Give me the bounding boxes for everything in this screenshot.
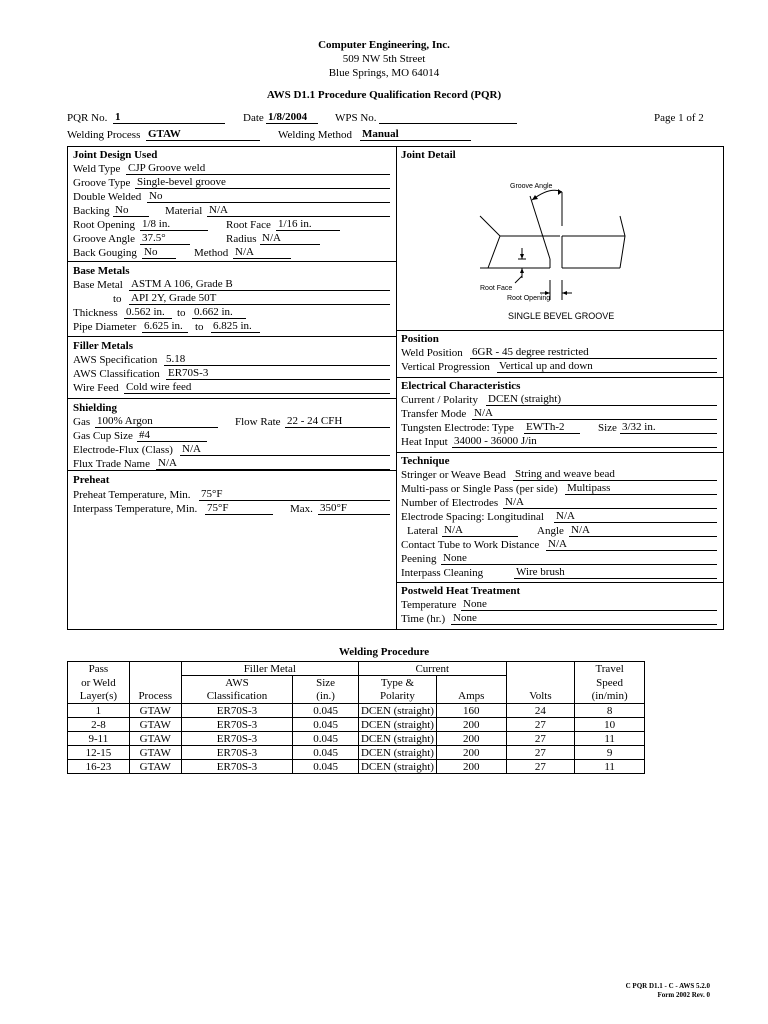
single-bevel-groove-diagram xyxy=(470,176,640,326)
wps-label: WPS No. xyxy=(335,112,377,124)
cell-process: GTAW xyxy=(129,760,181,774)
form-code: C PQR D1.1 - C - AWS 5.2.0 xyxy=(625,982,710,990)
cleaning-label: Interpass Cleaning xyxy=(401,567,484,579)
table-row xyxy=(68,704,645,718)
gas-value: 100% Argon xyxy=(95,415,218,428)
table-row xyxy=(68,718,645,732)
cell-amps: 200 xyxy=(436,732,506,746)
header-travel-3: (in/min) xyxy=(575,690,645,704)
aws-class-value: ER70S-3 xyxy=(166,367,390,380)
vertical-progression-value: Vertical up and down xyxy=(497,360,717,373)
header-pass-3: Layer(s) xyxy=(68,690,130,704)
backing-value: No xyxy=(113,204,149,217)
gas-cup-value: #4 xyxy=(137,429,207,442)
radius-value: N/A xyxy=(260,232,320,245)
company-name: Computer Engineering, Inc. xyxy=(318,39,450,51)
pipe-to-label: to xyxy=(195,321,204,333)
cell-classification: ER70S-3 xyxy=(181,718,293,732)
ctwd-value: N/A xyxy=(546,538,717,551)
base-metal-label: Base Metal xyxy=(73,279,123,291)
cell-size: 0.045 xyxy=(293,704,359,718)
material-value: N/A xyxy=(207,204,390,217)
base-metal-to-label: to xyxy=(113,293,122,305)
pwht-temp-label: Temperature xyxy=(401,599,457,611)
header-volts: Volts xyxy=(506,690,575,704)
cell-process: GTAW xyxy=(129,704,181,718)
groove-angle-label: Groove Angle xyxy=(73,233,136,245)
page-number: Page 1 of 2 xyxy=(654,112,704,124)
heat-input-label: Heat Input xyxy=(401,436,448,448)
date-label: Date xyxy=(243,112,264,124)
cell-classification: ER70S-3 xyxy=(181,732,293,746)
root-opening-annotation: Root Opening xyxy=(507,295,551,302)
multipass-label: Multi-pass or Single Pass (per side) xyxy=(401,483,558,495)
header-amps: Amps xyxy=(436,690,506,704)
cell-polarity: DCEN (straight) xyxy=(358,760,436,774)
welding-procedure-table xyxy=(67,661,645,774)
flux-class-value: N/A xyxy=(180,443,390,456)
pwht-title: Postweld Heat Treatment xyxy=(401,585,521,597)
peening-value: None xyxy=(441,552,717,565)
company-address-1: 509 NW 5th Street xyxy=(342,53,426,65)
multipass-value: Multipass xyxy=(565,482,717,495)
stringer-label: Stringer or Weave Bead xyxy=(401,469,506,481)
header-pass: Pass xyxy=(68,662,130,676)
angle-value: N/A xyxy=(569,524,717,537)
cell-pass: 16-23 xyxy=(68,760,130,774)
peening-label: Peening xyxy=(401,553,437,565)
cell-pass: 9-11 xyxy=(68,732,130,746)
table-row xyxy=(68,732,645,746)
pwht-time-label: Time (hr.) xyxy=(401,613,446,625)
weld-position-value: 6GR - 45 degree restricted xyxy=(470,346,717,359)
back-gouging-label: Back Gouging xyxy=(73,247,137,259)
flux-trade-value: N/A xyxy=(156,457,390,470)
cell-volts: 27 xyxy=(506,718,575,732)
header-aws: AWS xyxy=(181,676,293,690)
preheat-title: Preheat xyxy=(73,474,110,486)
welding-procedure-title: Welding Procedure xyxy=(338,646,430,658)
cleaning-value: Wire brush xyxy=(514,566,717,579)
pwht-temp-value: None xyxy=(461,598,717,611)
joint-design-title: Joint Design Used xyxy=(73,149,158,161)
cell-amps: 200 xyxy=(436,760,506,774)
base-metals-title: Base Metals xyxy=(73,265,130,277)
pqr-value: 1 xyxy=(113,111,225,124)
double-welded-value: No xyxy=(147,190,390,203)
method-value: Manual xyxy=(360,128,471,141)
material-label: Material xyxy=(165,205,203,217)
root-face-value: 1/16 in. xyxy=(276,218,340,231)
header-current: Current xyxy=(358,662,506,676)
spacing-value: N/A xyxy=(554,510,717,523)
tungsten-type-label: Tungsten Electrode: Type xyxy=(401,422,514,434)
position-title: Position xyxy=(401,333,439,345)
wire-feed-value: Cold wire feed xyxy=(124,381,390,394)
cell-volts: 24 xyxy=(506,704,575,718)
back-gouging-value: No xyxy=(142,246,176,259)
cell-classification: ER70S-3 xyxy=(181,704,293,718)
cell-polarity: DCEN (straight) xyxy=(358,732,436,746)
polarity-value: DCEN (straight) xyxy=(486,393,717,406)
header-travel-2: Speed xyxy=(575,676,645,690)
interpass-max-value: 350°F xyxy=(318,502,390,515)
cell-classification: ER70S-3 xyxy=(181,760,293,774)
electrical-title: Electrical Characteristics xyxy=(401,380,521,392)
cell-size: 0.045 xyxy=(293,732,359,746)
cell-polarity: DCEN (straight) xyxy=(358,718,436,732)
groove-type-value: Single-bevel groove xyxy=(135,176,390,189)
shielding-title: Shielding xyxy=(73,402,118,414)
document-title: AWS D1.1 Procedure Qualification Record (PQR) xyxy=(266,89,502,101)
tungsten-size-value: 3/32 in. xyxy=(620,421,717,434)
header-size-2: (in.) xyxy=(293,690,359,704)
thickness-to-value: 0.662 in. xyxy=(192,306,246,319)
process-label: Welding Process xyxy=(67,129,141,141)
aws-spec-label: AWS Specification xyxy=(73,354,158,366)
base-metal-value: ASTM A 106, Grade B xyxy=(129,278,390,291)
flow-rate-value: 22 - 24 CFH xyxy=(285,415,390,428)
polarity-label: Current / Polarity xyxy=(401,394,478,406)
cell-amps: 200 xyxy=(436,746,506,760)
interpass-min-label: Interpass Temperature, Min. xyxy=(73,503,198,515)
weld-type-label: Weld Type xyxy=(73,163,121,175)
cell-polarity: DCEN (straight) xyxy=(358,746,436,760)
cell-volts: 27 xyxy=(506,746,575,760)
cell-pass: 1 xyxy=(68,704,130,718)
header-filler-metal: Filler Metal xyxy=(181,662,358,676)
groove-angle-value: 37.5° xyxy=(140,232,190,245)
aws-spec-value: 5.18 xyxy=(164,353,390,366)
interpass-min-value: 75°F xyxy=(205,502,273,515)
lateral-value: N/A xyxy=(442,524,518,537)
cell-pass: 2-8 xyxy=(68,718,130,732)
cell-process: GTAW xyxy=(129,718,181,732)
cell-classification: ER70S-3 xyxy=(181,746,293,760)
cell-speed: 11 xyxy=(575,732,645,746)
thickness-to-label: to xyxy=(177,307,186,319)
cell-speed: 10 xyxy=(575,718,645,732)
tungsten-size-label: Size xyxy=(598,422,617,434)
header-type: Type & xyxy=(358,676,436,690)
flux-trade-label: Flux Trade Name xyxy=(73,458,150,470)
cell-process: GTAW xyxy=(129,732,181,746)
wps-value xyxy=(379,111,517,124)
pwht-time-value: None xyxy=(451,612,717,625)
cell-size: 0.045 xyxy=(293,718,359,732)
gouging-method-value: N/A xyxy=(233,246,291,259)
gas-label: Gas xyxy=(73,416,91,428)
aws-class-label: AWS Classification xyxy=(73,368,160,380)
joint-detail-title: Joint Detail xyxy=(401,149,456,161)
transfer-mode-label: Transfer Mode xyxy=(401,408,467,420)
company-address-2: Blue Springs, MO 64014 xyxy=(328,67,440,79)
weld-type-value: CJP Groove weld xyxy=(126,162,390,175)
electrodes-label: Number of Electrodes xyxy=(401,497,499,509)
root-opening-label: Root Opening xyxy=(73,219,136,231)
header-travel: Travel xyxy=(575,662,645,676)
flow-rate-label: Flow Rate xyxy=(235,416,281,428)
interpass-max-label: Max. xyxy=(290,503,313,515)
header-process: Process xyxy=(129,690,181,704)
radius-label: Radius xyxy=(226,233,257,245)
vertical-progression-label: Vertical Progression xyxy=(401,361,490,373)
electrodes-value: N/A xyxy=(503,496,717,509)
header-size: Size xyxy=(293,676,359,690)
technique-title: Technique xyxy=(401,455,450,467)
ctwd-label: Contact Tube to Work Distance xyxy=(401,539,540,551)
root-opening-value: 1/8 in. xyxy=(140,218,208,231)
wire-feed-label: Wire Feed xyxy=(73,382,119,394)
cell-pass: 12-15 xyxy=(68,746,130,760)
double-welded-label: Double Welded xyxy=(73,191,142,203)
stringer-value: String and weave bead xyxy=(513,468,717,481)
root-face-annotation: Root Face xyxy=(480,285,513,292)
method-label: Welding Method xyxy=(278,129,352,141)
transfer-mode-value: N/A xyxy=(472,407,717,420)
cell-process: GTAW xyxy=(129,746,181,760)
pipe-diameter-label: Pipe Diameter xyxy=(73,321,137,333)
cell-amps: 160 xyxy=(436,704,506,718)
flux-class-label: Electrode-Flux (Class) xyxy=(73,444,173,456)
preheat-min-value: 75°F xyxy=(199,488,390,501)
header-type-2: Polarity xyxy=(358,690,436,704)
cell-size: 0.045 xyxy=(293,746,359,760)
gouging-method-label: Method xyxy=(194,247,229,259)
base-metal-to-value: API 2Y, Grade 50T xyxy=(129,292,390,305)
filler-metals-title: Filler Metals xyxy=(73,340,133,352)
backing-label: Backing xyxy=(73,205,110,217)
header-pass-2: or Weld xyxy=(68,676,130,690)
thickness-from-value: 0.562 in. xyxy=(124,306,172,319)
cell-volts: 27 xyxy=(506,760,575,774)
cell-amps: 200 xyxy=(436,718,506,732)
date-value: 1/8/2004 xyxy=(266,111,318,124)
thickness-label: Thickness xyxy=(73,307,118,319)
angle-label: Angle xyxy=(537,525,564,537)
table-row xyxy=(68,760,645,774)
lateral-label: Lateral xyxy=(407,525,439,537)
table-row xyxy=(68,746,645,760)
diagram-caption: SINGLE BEVEL GROOVE xyxy=(508,311,615,321)
weld-position-label: Weld Position xyxy=(401,347,463,359)
column-divider xyxy=(396,146,397,630)
cell-speed: 9 xyxy=(575,746,645,760)
cell-size: 0.045 xyxy=(293,760,359,774)
gas-cup-label: Gas Cup Size xyxy=(73,430,133,442)
process-value: GTAW xyxy=(146,128,260,141)
tungsten-type-value: EWTh-2 xyxy=(524,421,580,434)
cell-polarity: DCEN (straight) xyxy=(358,704,436,718)
groove-angle-annotation: Groove Angle xyxy=(510,183,553,190)
spacing-label: Electrode Spacing: Longitudinal xyxy=(401,511,544,523)
root-face-label: Root Face xyxy=(226,219,271,231)
form-revision: Form 2002 Rev. 0 xyxy=(657,991,710,999)
pipe-to-value: 6.825 in. xyxy=(211,320,260,333)
cell-speed: 11 xyxy=(575,760,645,774)
cell-volts: 27 xyxy=(506,732,575,746)
preheat-min-label: Preheat Temperature, Min. xyxy=(73,489,191,501)
groove-type-label: Groove Type xyxy=(73,177,131,189)
heat-input-value: 34000 - 36000 J/in xyxy=(452,435,717,448)
pipe-from-value: 6.625 in. xyxy=(142,320,188,333)
header-aws-2: Classification xyxy=(181,690,293,704)
cell-speed: 8 xyxy=(575,704,645,718)
pqr-label: PQR No. xyxy=(67,112,108,124)
